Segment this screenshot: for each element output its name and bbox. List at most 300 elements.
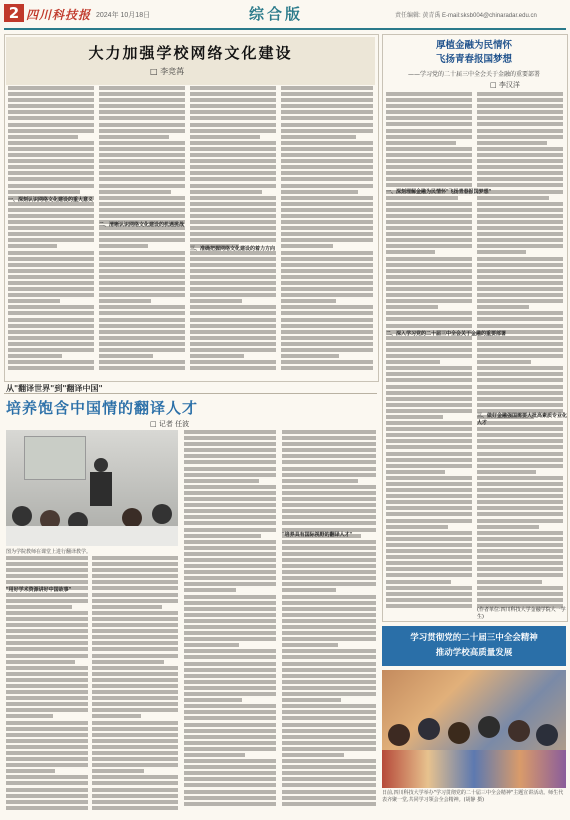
body-text-line (477, 159, 563, 163)
body-text-line (386, 592, 472, 596)
body-text-line (477, 561, 563, 565)
body-text-line (92, 666, 178, 670)
body-text-line (184, 790, 276, 794)
paper-name: 四川科技报 (26, 8, 92, 22)
body-text-line (477, 573, 563, 577)
body-text-line (99, 354, 153, 358)
body-text-line (477, 220, 563, 224)
body-text-line (6, 788, 88, 792)
body-text-line (6, 605, 72, 609)
body-text-line (6, 678, 88, 682)
body-text-line (184, 723, 276, 727)
body-text-line (8, 311, 94, 315)
body-text-line (8, 123, 94, 127)
body-text-line (184, 546, 276, 550)
body-text-line (477, 293, 563, 297)
body-text-line (8, 348, 94, 352)
body-text-line (386, 238, 472, 242)
body-text-line (386, 287, 472, 291)
body-text-line (92, 800, 178, 804)
body-text-line (477, 153, 563, 157)
body-text-line (92, 775, 178, 779)
body-text-line (190, 263, 276, 267)
body-text-line (282, 686, 376, 690)
article2-column-1 (6, 556, 88, 814)
classroom-photo (6, 430, 178, 546)
body-text-line (477, 171, 563, 175)
body-text-line (386, 561, 472, 565)
body-text-line (92, 562, 178, 566)
body-text-line (386, 159, 472, 163)
body-text-line (190, 324, 276, 328)
body-text-line (190, 220, 276, 224)
body-text-line (99, 135, 169, 139)
body-text-line (386, 202, 472, 206)
body-text-line (281, 153, 373, 157)
body-text-line (184, 698, 242, 702)
body-text-line (386, 135, 472, 139)
body-text-line (477, 549, 563, 553)
callout-line-2: 推动学校高质量发展 (435, 648, 513, 658)
body-text-line (477, 226, 563, 230)
body-text-line (184, 448, 276, 452)
body-text-line (99, 348, 185, 352)
body-text-line (282, 613, 376, 617)
body-text-line (92, 721, 178, 725)
body-text-line (190, 208, 276, 212)
body-text-line (281, 287, 373, 291)
body-text-line (8, 129, 94, 133)
body-text-line (190, 141, 276, 145)
body-text-line (92, 654, 178, 658)
body-text-line (282, 625, 376, 629)
body-text-line (92, 690, 178, 694)
body-text-line (92, 672, 178, 676)
body-text-line (184, 491, 276, 495)
body-text-line (99, 196, 185, 200)
body-text-line (8, 366, 94, 370)
body-text-line (99, 153, 185, 157)
body-text-line (477, 250, 526, 254)
body-text-line (281, 232, 373, 236)
body-text-line (386, 171, 472, 175)
body-text-line (99, 318, 185, 322)
right-article-column-1 (386, 92, 472, 616)
body-text-line (477, 360, 531, 364)
body-text-line (477, 378, 563, 382)
body-text-line (386, 244, 472, 248)
body-text-line (477, 488, 563, 492)
body-text-line (282, 509, 376, 513)
body-text-line (282, 662, 376, 666)
body-text-line (8, 269, 94, 273)
body-text-line (477, 129, 563, 133)
article2-column-4 (282, 430, 376, 814)
body-text-line (184, 747, 276, 751)
body-text-line (92, 593, 178, 597)
body-text-line (92, 733, 178, 737)
body-text-line (6, 751, 88, 755)
body-text-line (190, 226, 276, 230)
body-text-line (184, 521, 276, 525)
body-text-line (282, 723, 376, 727)
body-text-line (184, 704, 276, 708)
body-text-line (8, 299, 60, 303)
article2-column-2 (92, 556, 178, 814)
body-text-line (386, 482, 472, 486)
body-text-line (477, 116, 563, 120)
body-text-line (282, 698, 341, 702)
body-text-line (99, 293, 185, 297)
body-text-line (477, 592, 563, 596)
right-article-author: □ 李汉洋 (490, 81, 520, 89)
body-text-line (190, 299, 242, 303)
body-text-line (386, 604, 472, 608)
body-text-line (281, 305, 373, 309)
body-text-line (99, 305, 185, 309)
body-text-line (281, 196, 373, 200)
body-text-line (477, 567, 563, 571)
body-text-line (281, 123, 373, 127)
body-text-line (99, 324, 185, 328)
body-text-line (281, 135, 356, 139)
body-text-line (92, 684, 178, 688)
body-text-line (477, 543, 563, 547)
body-text-line (99, 366, 185, 370)
body-text-line (190, 275, 276, 279)
body-text-line (477, 165, 563, 169)
body-text-line (99, 287, 185, 291)
body-text-line (99, 269, 185, 273)
body-text-line (477, 208, 563, 212)
body-text-line (477, 275, 563, 279)
body-text-line (477, 452, 563, 456)
body-text-line (386, 293, 472, 297)
body-text-line (282, 729, 376, 733)
body-text-line (477, 391, 563, 395)
body-text-line (8, 214, 94, 218)
body-text-line (477, 482, 563, 486)
body-text-line (282, 540, 376, 544)
body-text-line (8, 135, 78, 139)
body-text-line (281, 159, 373, 163)
body-text-line (282, 735, 376, 739)
right-article-title-line2: 飞扬青春报国梦想 (435, 54, 512, 65)
body-text-line (281, 293, 373, 297)
body-text-line (6, 794, 88, 798)
body-text-line (281, 275, 373, 279)
body-text-line (477, 348, 563, 352)
body-text-line (184, 802, 276, 806)
body-text-line (190, 116, 276, 120)
body-text-line (386, 360, 440, 364)
body-text-line (184, 710, 276, 714)
body-text-line (8, 141, 94, 145)
body-text-line (92, 629, 178, 633)
body-text-line (281, 244, 333, 248)
body-text-line (386, 452, 472, 456)
body-text-line (190, 232, 276, 236)
body-text-line (477, 287, 563, 291)
body-text-line (184, 582, 276, 586)
body-text-line (281, 366, 373, 370)
article1-column-4 (281, 86, 373, 376)
body-text-line (386, 299, 472, 303)
body-text-line (184, 668, 276, 672)
body-text-line (190, 153, 276, 157)
body-text-line (477, 537, 563, 541)
body-text-line (8, 184, 94, 188)
body-text-line (281, 299, 336, 303)
body-text-line (386, 165, 472, 169)
body-text-line (99, 238, 185, 242)
body-text-line (281, 281, 373, 285)
body-text-line (8, 360, 94, 364)
body-text-line (386, 464, 472, 468)
body-text-line (477, 372, 563, 376)
body-text-line (477, 519, 563, 523)
body-text-line (6, 635, 88, 639)
body-text-line (477, 342, 563, 346)
body-text-line (190, 196, 276, 200)
body-text-line (6, 727, 88, 731)
body-text-line (99, 257, 185, 261)
body-text-line (190, 129, 276, 133)
body-text-line (99, 165, 185, 169)
body-text-line (8, 257, 94, 261)
body-text-line (6, 739, 88, 743)
body-text-line (190, 184, 276, 188)
body-text-line (386, 275, 472, 279)
body-text-line (190, 311, 276, 315)
body-text-line (386, 476, 472, 480)
body-text-line (8, 330, 94, 334)
body-text-line (386, 372, 472, 376)
body-text-line (99, 275, 185, 279)
body-text-line (386, 153, 472, 157)
body-text-line (6, 684, 88, 688)
body-text-line (386, 305, 438, 309)
body-text-line (477, 269, 563, 273)
body-text-line (99, 330, 185, 334)
body-text-line (281, 214, 373, 218)
body-text-line (281, 104, 373, 108)
body-text-line (184, 637, 276, 641)
photo-person (536, 724, 558, 746)
page-number: 2 (4, 4, 24, 22)
body-text-line (281, 141, 373, 145)
body-text-line (99, 86, 185, 90)
body-text-line (281, 336, 373, 340)
body-text-line (282, 460, 376, 464)
body-text-line (6, 641, 88, 645)
body-text-line (282, 765, 376, 769)
body-text-line (99, 214, 185, 218)
body-text-line (184, 552, 276, 556)
body-text-line (386, 385, 472, 389)
body-text-line (184, 570, 276, 574)
body-text-line (99, 177, 185, 181)
body-text-line (282, 759, 376, 763)
body-text-line (184, 729, 276, 733)
body-text-line (184, 662, 276, 666)
body-text-line (184, 485, 276, 489)
body-text-line (281, 324, 373, 328)
body-text-line (8, 281, 94, 285)
body-text-line (184, 442, 276, 446)
body-text-line (184, 540, 276, 544)
body-text-line (184, 430, 276, 434)
body-text-line (477, 299, 563, 303)
body-text-line (386, 220, 472, 224)
body-text-line (282, 546, 376, 550)
body-text-line (99, 360, 185, 364)
body-text-line (190, 360, 276, 364)
article1-author: □ 李竞苒 (150, 67, 185, 76)
body-text-line (282, 747, 376, 751)
photo-person (478, 716, 500, 738)
body-text-line (99, 159, 185, 163)
article2-author: □ 记者 任波 (150, 420, 190, 428)
body-text-line (184, 601, 276, 605)
body-text-line (477, 397, 563, 401)
body-text-line (477, 403, 563, 407)
body-text-line (184, 680, 276, 684)
body-text-line (386, 506, 472, 510)
body-text-line (386, 580, 451, 584)
event-photo (382, 670, 566, 788)
body-text-line (190, 348, 276, 352)
body-text-line (477, 586, 563, 590)
body-text-line (99, 281, 185, 285)
body-text-line (8, 244, 57, 248)
body-text-line (282, 802, 376, 806)
body-text-line (386, 98, 472, 102)
body-text-line (281, 184, 373, 188)
body-text-line (8, 342, 94, 346)
body-text-line (8, 354, 62, 358)
body-text-line (184, 528, 276, 532)
body-text-line (8, 275, 94, 279)
body-text-line (281, 220, 373, 224)
body-text-line (184, 649, 276, 653)
photo-crowd-clothing (382, 750, 566, 788)
event-photo-caption: 日前,四川科技大学举办"学习贯彻党的二十届三中全会精神"主题宣讲活动。师生代表齐聚一堂,共同学习领会全会精神。(胡静 摄) (382, 790, 564, 803)
body-text-line (386, 439, 472, 443)
body-text-line (6, 654, 88, 658)
body-text-line (282, 564, 376, 568)
body-text-line (190, 171, 276, 175)
body-text-line (92, 611, 178, 615)
body-text-line (92, 641, 178, 645)
body-text-line (281, 177, 373, 181)
body-text-line (477, 458, 563, 462)
body-text-line (386, 141, 456, 145)
body-text-line (92, 568, 178, 572)
photo-teacher-body (90, 472, 112, 506)
body-text-line (281, 318, 373, 322)
body-text-line (281, 360, 373, 364)
body-text-line (282, 515, 376, 519)
photo-student (122, 508, 142, 528)
body-text-line (190, 202, 276, 206)
body-text-line (477, 244, 563, 248)
body-text-line (282, 649, 376, 653)
body-text-line (386, 458, 472, 462)
body-text-line (477, 385, 563, 389)
body-text-line (386, 433, 472, 437)
body-text-line (386, 537, 472, 541)
body-text-line (386, 116, 472, 120)
body-text-line (282, 497, 376, 501)
body-text-line (184, 467, 276, 471)
body-text-line (99, 171, 185, 175)
body-text-line (190, 318, 276, 322)
body-text-line (282, 454, 376, 458)
body-text-line (99, 141, 185, 145)
body-text-line (8, 220, 94, 224)
body-text-line (477, 366, 563, 370)
body-text-line (92, 635, 178, 639)
body-text-line (282, 692, 376, 696)
body-text-line (92, 660, 164, 664)
body-text-line (386, 232, 472, 236)
body-text-line (386, 110, 472, 114)
body-text-line (92, 580, 178, 584)
body-text-line (184, 765, 276, 769)
body-text-line (92, 751, 178, 755)
body-text-line (92, 788, 178, 792)
body-text-line (190, 135, 260, 139)
body-text-line (282, 741, 376, 745)
body-text-line (6, 580, 88, 584)
body-text-line (477, 433, 563, 437)
photo-person (508, 720, 530, 742)
body-text-line (8, 318, 94, 322)
article2-column-3 (184, 430, 276, 814)
body-text-line (282, 595, 376, 599)
body-text-line (477, 305, 529, 309)
body-text-line (281, 116, 373, 120)
right-article-title (382, 39, 566, 67)
body-text-line (190, 281, 276, 285)
body-text-line (282, 430, 376, 434)
body-text-line (281, 98, 373, 102)
body-text-line (477, 500, 563, 504)
body-text-line (184, 558, 276, 562)
body-text-line (184, 436, 276, 440)
body-text-line (282, 558, 376, 562)
body-text-line (282, 710, 376, 714)
body-text-line (8, 147, 94, 151)
body-text-line (190, 354, 244, 358)
body-text-line (282, 704, 376, 708)
body-text-line (190, 257, 276, 261)
body-text-line (92, 739, 178, 743)
body-text-line (92, 605, 162, 609)
body-text-line (281, 208, 373, 212)
body-text-line (281, 129, 373, 133)
body-text-line (6, 721, 88, 725)
right-article-footer-note: (作者单位:四川科技大学金融学院大一学生) (477, 607, 566, 620)
body-text-line (386, 519, 472, 523)
body-text-line (8, 116, 94, 120)
body-text-line (184, 576, 276, 580)
body-text-line (190, 177, 276, 181)
body-text-line (477, 580, 542, 584)
body-text-line (99, 98, 185, 102)
body-text-line (386, 512, 472, 516)
